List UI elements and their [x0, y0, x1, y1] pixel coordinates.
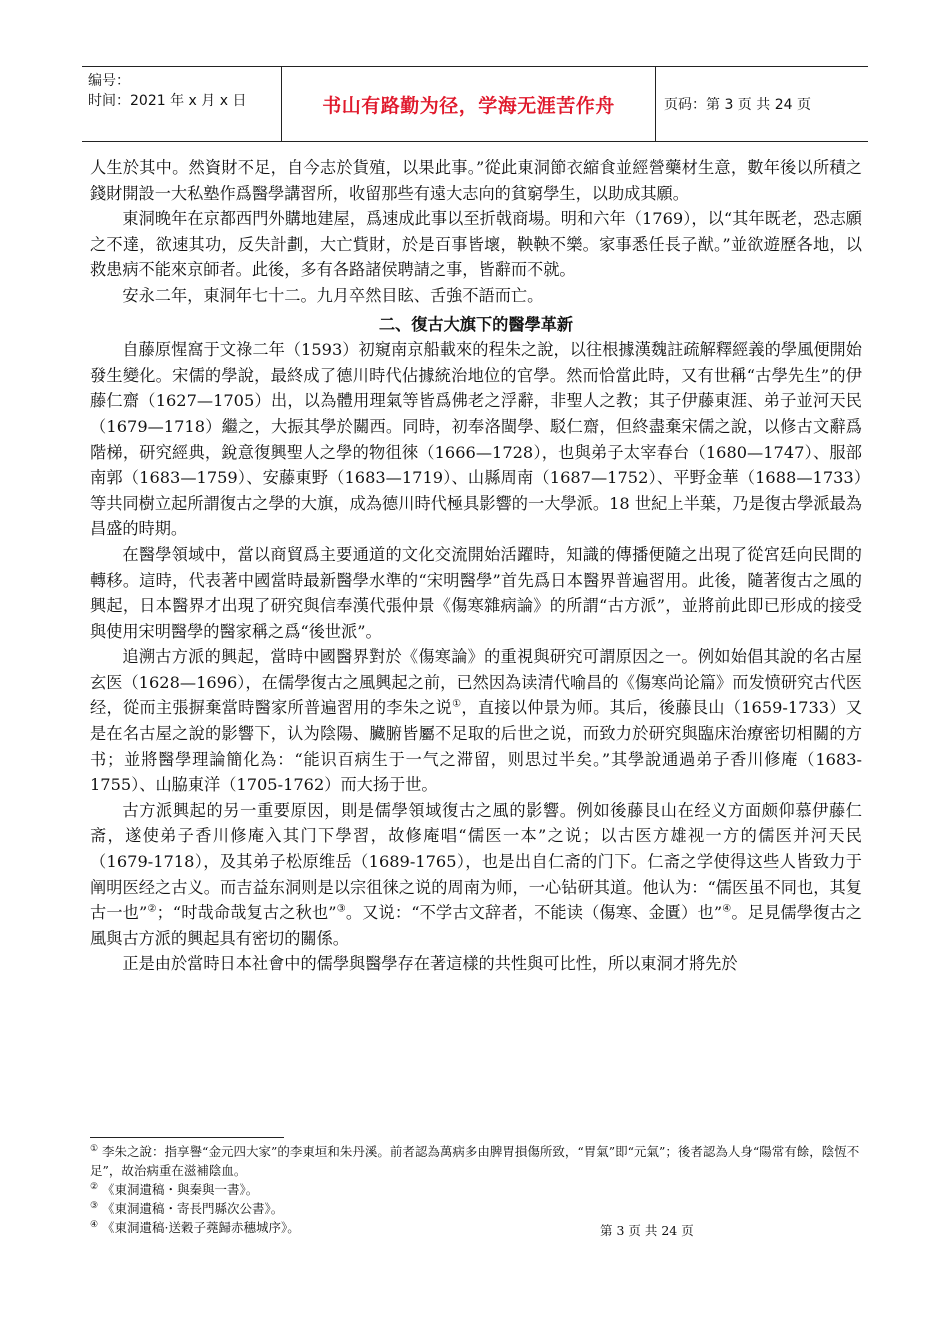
text-run: 追溯古方派的興起，當時中國醫界對於《傷寒論》的重視與研究可謂原因之一。例如始倡其說的名古屋玄医（1628—1696），在儒學復古之風興起之前，已然因為读清代喻昌的《傷寒尚论篇》而发愤研究古代医经，從而主張摒棄當時醫家所普遍習用的李朱之说 — [90, 647, 862, 718]
footnote-ref[interactable]: ② — [147, 903, 157, 915]
main-text — [90, 155, 862, 977]
footnote-text: 《東洞遺稿・與秦與一書》。 — [98, 1182, 259, 1197]
page-header — [82, 66, 868, 142]
time-label: 时间：2021 年 x 月 x 日 — [88, 93, 247, 109]
paragraph: 在醫學領域中，當以商貿爲主要通道的文化交流開始活躍時，知識的傳播便隨之出現了從宮廷向民間的轉移。這時，代表著中國當時最新醫學水準的“宋明醫學”首先爲日本醫界普遍習用。此後，隨著復古之風的興起，日本醫界才出現了研究與信奉漢代張仲景《傷寒雜病論》的所謂“古方派”，並將前此即已形成的接受與使用宋明醫學的醫家稱之爲“後世派”。 — [90, 544, 862, 641]
footnote — [90, 1218, 862, 1237]
footnote — [90, 1142, 862, 1180]
footnote-ref[interactable]: ① — [452, 699, 462, 711]
text-run: 古方派興起的另一重要原因，則是儒學領域復古之風的影響。例如後藤艮山在经义方面颇仰慕伊藤仁斋，遂使弟子香川修庵入其门下學習，故修庵唱“儒医一本”之说；以古医方雄视一方的儒医并河天民（1679-1718），及其弟子松原维岳（1689-1765），也是出自仁斋的门下。仁斋之学使得这些人皆致力于阐明医经之古义。而吉益东洞则是以宗徂徕之说的周南为师，一心钻研其道。他认为：“儒医虽不同也，其复古一也” — [90, 800, 862, 923]
text-run: 。足見儒學復古之風與古方派的興起具有密切的關係。 — [90, 903, 862, 948]
header-page-info: 页码：第 3 页 共 24 页 — [664, 97, 811, 113]
text-run: ；“时哉命哉复古之秋也” — [156, 903, 337, 923]
footnote — [90, 1180, 862, 1199]
footnote-mark: ① — [90, 1143, 99, 1154]
page-number: 第 3 页 共 24 页 — [600, 1223, 694, 1238]
footnote-divider — [90, 1137, 284, 1138]
paragraph: 安永二年，東洞年七十二。九月卒然目眩、舌強不語而亡。 — [122, 285, 544, 305]
footnote-ref[interactable]: ③ — [336, 903, 346, 915]
paragraph: 正是由於當時日本社會中的儒學與醫學存在著這樣的共性與可比性，所以東洞才將先於 — [122, 954, 738, 974]
footnote-mark: ② — [90, 1181, 99, 1192]
footnote-text: 《東洞遺稿・寄長門縣次公書》。 — [98, 1201, 284, 1216]
header-motto: 书山有路勤为径，学海无涯苦作舟 — [322, 94, 615, 117]
paragraph — [90, 644, 862, 798]
footnote-mark: ③ — [90, 1200, 99, 1211]
footnote-text: 李朱之說：指享譽“金元四大家”的李東垣和朱丹溪。前者認為萬病多由脾胃損傷所致，“胃氣”即“元氣”；後者認為人身“陽常有餘，陰恆不足”，故治病重在滋補陰血。 — [90, 1144, 860, 1178]
footnote-text: 《東洞遺稿·送穀子蕘歸赤穗城序》。 — [98, 1220, 300, 1235]
paragraph: 人生於其中。然資財不足，自今志於貨殖，以果此事。”從此東洞節衣縮食並經營藥材生意，數年後以所積之錢財開設一大私塾作爲醫學講習所，收留那些有遠大志向的貧窮學生，以助成其願。 — [90, 158, 862, 203]
header-motto-cell — [282, 67, 656, 141]
footnote-ref[interactable]: ④ — [722, 903, 732, 915]
text-run: ，直接以仲景为师。其后，後藤艮山（1659-1733）又是在名古屋之說的影響下，认为陰陽、臟腑皆屬不足取的后世之说，而致力於研究與臨床治療密切相關的方书；並將醫學理論簡化為：“能识百病生于一气之滞留，则思过半矣。”其學說通過弟子香川修庵（1683-1755）、山脇東洋（1705-1762）而大扬于世。 — [90, 698, 863, 795]
paragraph: 東洞晚年在京都西門外購地建屋，爲速成此事以至折戟商場。明和六年（1769），以“其年既老，恐志願之不達，欲速其功，反失計劃，大亡貲財，於是百事皆壞，鞅鞅不樂。家事悉任長子猷。”並欲遊歷各地，以救患病不能來京師者。此後，多有各路諸侯聘請之事，皆辭而不就。 — [90, 209, 862, 280]
header-meta — [82, 67, 282, 141]
paragraph: 自藤原惺窩于文祿二年（1593）初窺南京船載來的程朱之說，以往根據漢魏註疏解釋經義的學風便開始發生變化。宋儒的學說，最終成了德川時代佔據統治地位的官學。然而恰當此時，又有世稱“古學先生”的伊藤仁齋（1627—1705）出，以為體用理氣等皆爲佛老之浮辭，非聖人之教；其子伊藤東涯、弟子並河天民（1679—1718）繼之，大振其學於關西。同時，初奉洛閩學、駁仁齋，但終盡棄宋儒之說，以修古文辭爲階梯，研究經典，銳意復興聖人之學的物徂徠（1666—1728），也與弟子太宰春台（1680—1747）、服部南郭（1683—1759）、安藤東野（1683—1719）、山縣周南（1687—1752）、平野金華（1688—1733）等共同樹立起所謂復古之學的大旗，成為德川時代極具影響的一大學派。18 世紀上半葉，乃是復古學派最為昌盛的時期。 — [90, 340, 862, 539]
number-label: 编号： — [88, 73, 130, 89]
footnotes — [90, 1142, 862, 1237]
paragraph — [90, 798, 862, 952]
text-run: 。又说：“不学古文辞者，不能读（傷寒、金匱）也” — [345, 903, 723, 923]
footnote-mark: ④ — [90, 1219, 99, 1230]
footnote — [90, 1199, 862, 1218]
section-heading: 二、復古大旗下的醫學革新 — [378, 314, 574, 334]
